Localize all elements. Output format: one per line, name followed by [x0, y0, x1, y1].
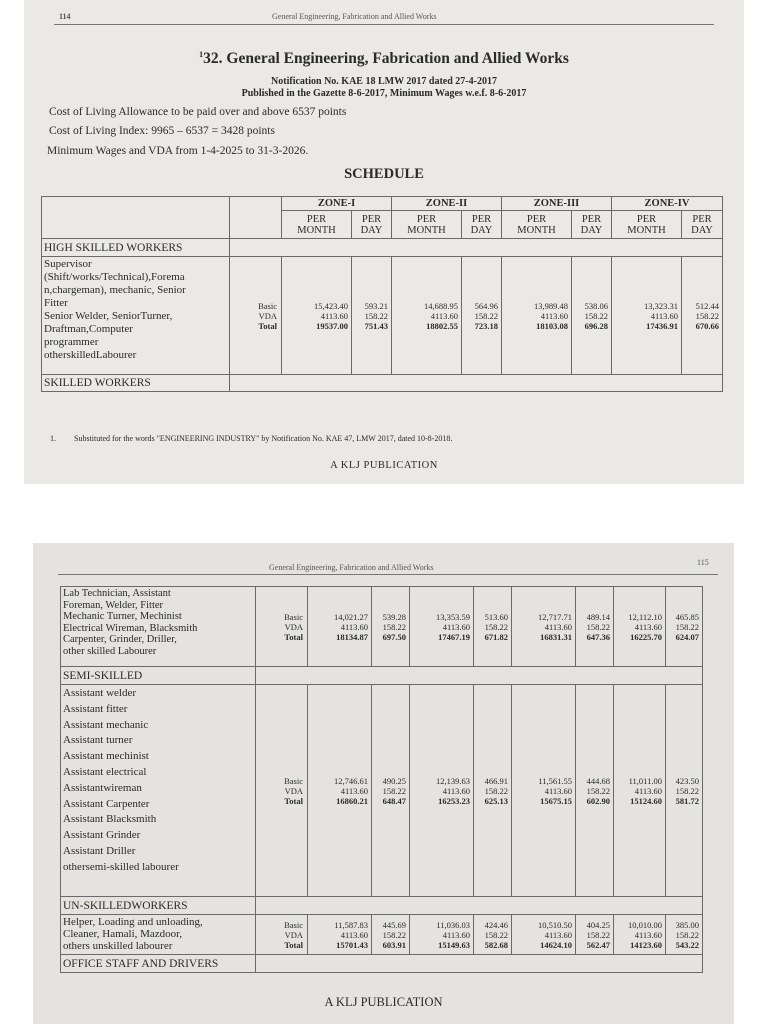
section-row [42, 239, 723, 257]
section-filler [230, 375, 723, 392]
wage-schedule-table [41, 196, 723, 392]
wage-cell: 11,587.83 4113.60 15701.43 [308, 915, 372, 955]
wage-cell: 10,010.00 4113.60 14123.60 [614, 915, 666, 955]
book-page-115 [33, 543, 734, 1024]
wage-cell: 11,011.00 4113.60 15124.60 [614, 685, 666, 897]
page-title [24, 50, 744, 68]
job-description: Assistant welder Assistant fitter Assistant mechanic Assistant turner Assistant mechinist Assistant electrical Assistantwireman Assistant Carpenter Assistant Blacksmith Assistant Grinder Assistant Driller othersemi-skilled labourer [61, 685, 256, 897]
wage-cell: 465.85 158.22 624.07 [666, 587, 703, 667]
gazette-line: Published in the Gazette 8-6-2017, Minimum Wages w.e.f. 8-6-2017 [241, 88, 527, 99]
wage-cell: 424.46 158.22 582.68 [474, 915, 512, 955]
zone-header-row [42, 197, 723, 211]
wage-cell: 444.68 158.22 602.90 [576, 685, 614, 897]
zone-header: ZONE-IV [612, 197, 723, 211]
per-month-header: PER MONTH [502, 211, 572, 239]
wage-cell: 512.44 158.22 670.66 [682, 257, 723, 375]
per-month-header: PER MONTH [282, 211, 352, 239]
wage-cell: 15,423.40 4113.60 19537.00 [282, 257, 352, 375]
section-row [61, 897, 703, 915]
wage-cell: 593.21 158.22 751.43 [352, 257, 392, 375]
zone-header: ZONE-III [502, 197, 612, 211]
wage-cell: 14,021.27 4113.60 18134.87 [308, 587, 372, 667]
section-filler [230, 239, 723, 257]
wage-row-skilled [61, 587, 703, 667]
wage-row-semi-skilled [61, 685, 703, 897]
wage-cell: 11,561.55 4113.60 15675.15 [512, 685, 576, 897]
footnote: Substituted for the words "ENGINEERING INDUSTRY" by Notification No. KAE 47, LMW 2017, dated 10-8-2018. [74, 434, 453, 443]
zone-header: ZONE-I [282, 197, 392, 211]
running-header: General Engineering, Fabrication and Allied Works [269, 563, 434, 572]
section-unskilled: UN-SKILLEDWORKERS [61, 897, 256, 915]
wage-cell: 423.50 158.22 581.72 [666, 685, 703, 897]
footnote-number: 1. [50, 434, 56, 443]
wage-row-unskilled [61, 915, 703, 955]
section-high-skilled: HIGH SKILLED WORKERS [42, 239, 230, 257]
wage-cell: 445.69 158.22 603.91 [372, 915, 410, 955]
section-skilled: SKILLED WORKERS [42, 375, 230, 392]
page-number: 114 [59, 12, 71, 21]
wage-cell: 13,353.59 4113.60 17467.19 [410, 587, 474, 667]
section-filler [256, 955, 703, 973]
component-labels: Basic VDA Total [256, 587, 308, 667]
empty-header-cell [230, 197, 282, 239]
wage-cell: 13,989.48 4113.60 18103.08 [502, 257, 572, 375]
section-filler [256, 667, 703, 685]
per-day-header: PER DAY [682, 211, 723, 239]
component-labels: Basic VDA Total [230, 257, 282, 375]
section-semi-skilled: SEMI-SKILLED [61, 667, 256, 685]
wage-cell: 564.96 158.22 723.18 [462, 257, 502, 375]
empty-header-cell [42, 197, 230, 239]
section-office-staff: OFFICE STAFF AND DRIVERS [61, 955, 256, 973]
per-month-header: PER MONTH [392, 211, 462, 239]
title-footnote-mark: 1 [199, 50, 204, 59]
component-labels: Basic VDA Total [256, 915, 308, 955]
per-month-header: PER MONTH [612, 211, 682, 239]
section-row [61, 667, 703, 685]
page-title-text: 32. General Engineering, Fabrication and Allied Works [203, 50, 569, 68]
section-filler [256, 897, 703, 915]
component-labels: Basic VDA Total [256, 685, 308, 897]
notification-line: Notification No. KAE 18 LMW 2017 dated 27-4-2017 [271, 76, 497, 87]
section-row [42, 375, 723, 392]
job-description: Supervisor (Shift/works/Technical),Forema n,chargeman), mechanic, Senior Fitter Senior Welder, SeniorTurner, Draftman,Computer programmer otherskilledLabourer [42, 257, 230, 375]
wage-schedule-table-continued [60, 586, 703, 973]
job-description: Helper, Loading and unloading, Cleaner, Hamali, Mazdoor, others unskilled labourer [61, 915, 256, 955]
cola-line: Cost of Living Allowance to be paid over and above 6537 points [49, 106, 347, 118]
publisher-footer: A KLJ PUBLICATION [330, 460, 438, 471]
wage-cell: 10,510.50 4113.60 14624.10 [512, 915, 576, 955]
wage-row-high-skilled [42, 257, 723, 375]
header-rule [58, 574, 718, 575]
per-day-header: PER DAY [352, 211, 392, 239]
running-header: General Engineering, Fabrication and Allied Works [272, 12, 437, 21]
page-number: 115 [697, 558, 709, 567]
wage-cell: 490.25 158.22 648.47 [372, 685, 410, 897]
wage-cell: 404.25 158.22 562.47 [576, 915, 614, 955]
wage-cell: 489.14 158.22 647.36 [576, 587, 614, 667]
wage-cell: 539.28 158.22 697.50 [372, 587, 410, 667]
wage-cell: 466.91 158.22 625.13 [474, 685, 512, 897]
wage-cell: 11,036.03 4113.60 15149.63 [410, 915, 474, 955]
wage-cell: 12,717.71 4113.60 16831.31 [512, 587, 576, 667]
min-wages-line: Minimum Wages and VDA from 1-4-2025 to 31-3-2026. [47, 145, 309, 157]
per-day-header: PER DAY [462, 211, 502, 239]
wage-cell: 12,139.63 4113.60 16253.23 [410, 685, 474, 897]
wage-cell: 13,323.31 4113.60 17436.91 [612, 257, 682, 375]
section-row [61, 955, 703, 973]
per-day-header: PER DAY [572, 211, 612, 239]
schedule-title: SCHEDULE [344, 166, 424, 182]
wage-cell: 385.00 158.22 543.22 [666, 915, 703, 955]
wage-cell: 12,746.61 4113.60 16860.21 [308, 685, 372, 897]
cost-index-line: Cost of Living Index: 9965 – 6537 = 3428 points [49, 125, 275, 137]
book-page-114 [24, 0, 744, 484]
zone-header: ZONE-II [392, 197, 502, 211]
job-description: Lab Technician, Assistant Foreman, Welder, Fitter Mechanic Turner, Mechinist Electrical Wireman, Blacksmith Carpenter, Grinder, Driller, other skilled Labourer [61, 587, 256, 667]
header-rule [54, 24, 714, 25]
wage-cell: 12,112.10 4113.60 16225.70 [614, 587, 666, 667]
wage-cell: 14,688.95 4113.60 18802.55 [392, 257, 462, 375]
wage-cell: 513.60 158.22 671.82 [474, 587, 512, 667]
publisher-footer: A KLJ PUBLICATION [324, 995, 443, 1009]
wage-cell: 538.06 158.22 696.28 [572, 257, 612, 375]
